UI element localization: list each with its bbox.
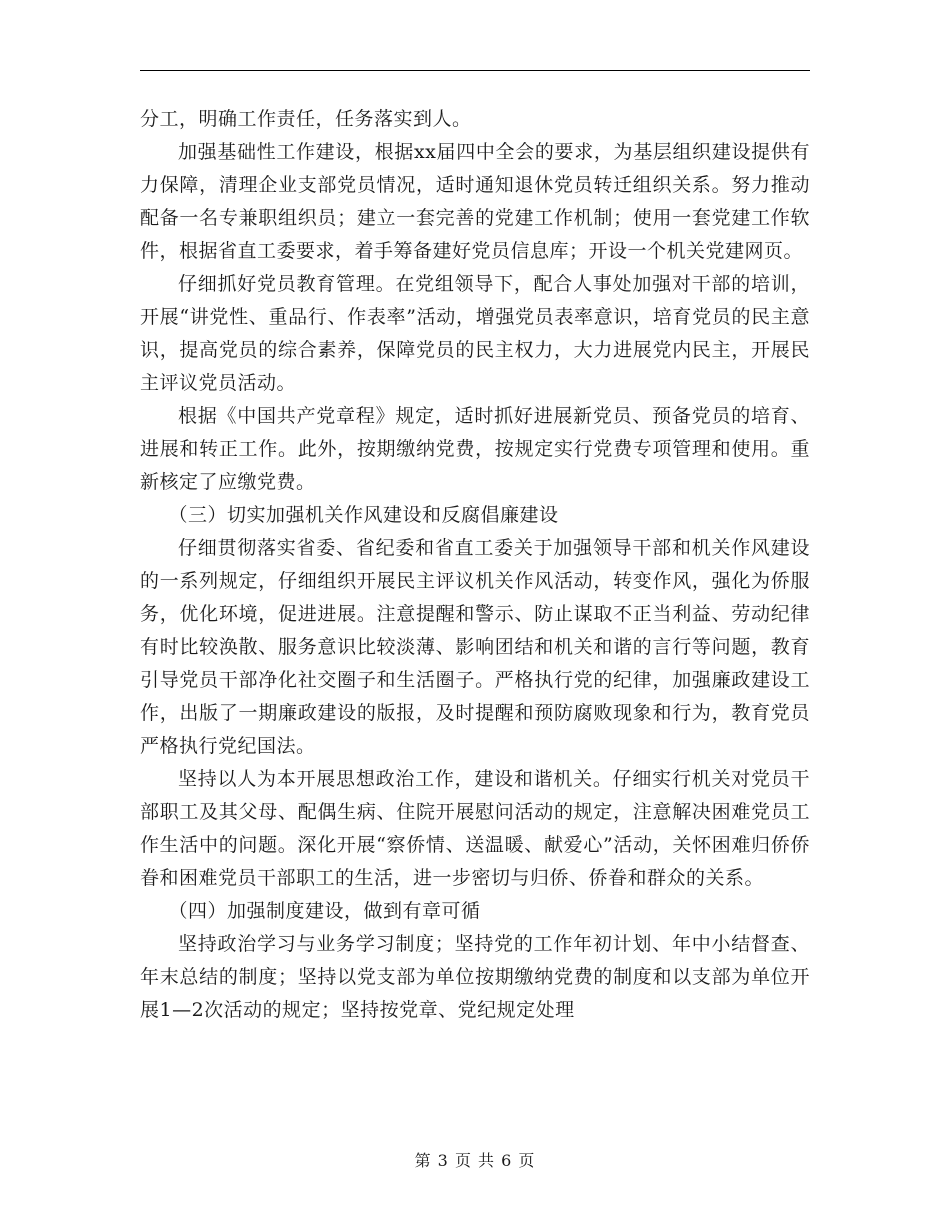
section-heading-3: （三）切实加强机关作风建设和反腐倡廉建设 bbox=[168, 504, 559, 526]
paragraph-system-building: 坚持政治学习与业务学习制度；坚持党的工作年初计划、年中小结督查、年末总结的制度；坚持以党支部为单位按期缴纳党费的制度和以支部为单位开展1—2次活动的规定；坚持按党章、党纪规定处理 bbox=[140, 933, 810, 1021]
paragraph-continuation: 分工，明确工作责任，任务落实到人。 bbox=[140, 108, 472, 130]
header-rule bbox=[140, 70, 810, 71]
paragraph-work-style: 仔细贯彻落实省委、省纪委和省直工委关于加强领导干部和机关作风建设的一系列规定，仔细组织开展民主评议机关作风活动，转变作风，强化为侨服务，优化环境，促进进展。注意提醒和警示、防止谋取不正当利益、劳动纪律有时比较涣散、服务意识比较淡薄、影响团结和机关和谐的言行等问题，教育引导党员干部净化社交圈子和生活圈子。严格执行党的纪律，加强廉政建设工作，出版了一期廉政建设的版报，及时提醒和预防腐败现象和行为，教育党员严格执行党纪国法。 bbox=[140, 537, 810, 757]
section-heading-4: （四）加强制度建设，做到有章可循 bbox=[168, 900, 481, 922]
paragraph-party-constitution: 根据《中国共产党章程》规定，适时抓好进展新党员、预备党员的培育、进展和转正工作。此外，按期缴纳党费，按规定实行党费专项管理和使用。重新核定了应缴党费。 bbox=[140, 405, 810, 493]
paragraph-people-oriented: 坚持以人为本开展思想政治工作，建设和谐机关。仔细实行机关对党员干部职工及其父母、配偶生病、住院开展慰问活动的规定，注意解决困难党员工作生活中的问题。深化开展“察侨情、送温暖、献爱心”活动，关怀困难归侨侨眷和困难党员干部职工的生活，进一步密切与归侨、侨眷和群众的关系。 bbox=[140, 768, 810, 889]
page-number-footer: 第 3 页 共 6 页 bbox=[414, 1151, 536, 1170]
paragraph-member-education: 仔细抓好党员教育管理。在党组领导下，配合人事处加强对干部的培训，开展“讲党性、重品行、作表率”活动，增强党员表率意识，培育党员的民主意识，提高党员的综合素养，保障党员的民主权力，大力进展党内民主，开展民主评议党员活动。 bbox=[140, 273, 810, 394]
paragraph-basic-work: 加强基础性工作建设，根据xx届四中全会的要求，为基层组织建设提供有力保障，清理企业支部党员情况，适时通知退休党员转迁组织关系。努力推动配备一名专兼职组织员；建立一套完善的党建工作机制；使用一套党建工作软件，根据省直工委要求，着手筹备建好党员信息库；开设一个机关党建网页。 bbox=[140, 141, 810, 262]
document-body bbox=[140, 103, 810, 1027]
